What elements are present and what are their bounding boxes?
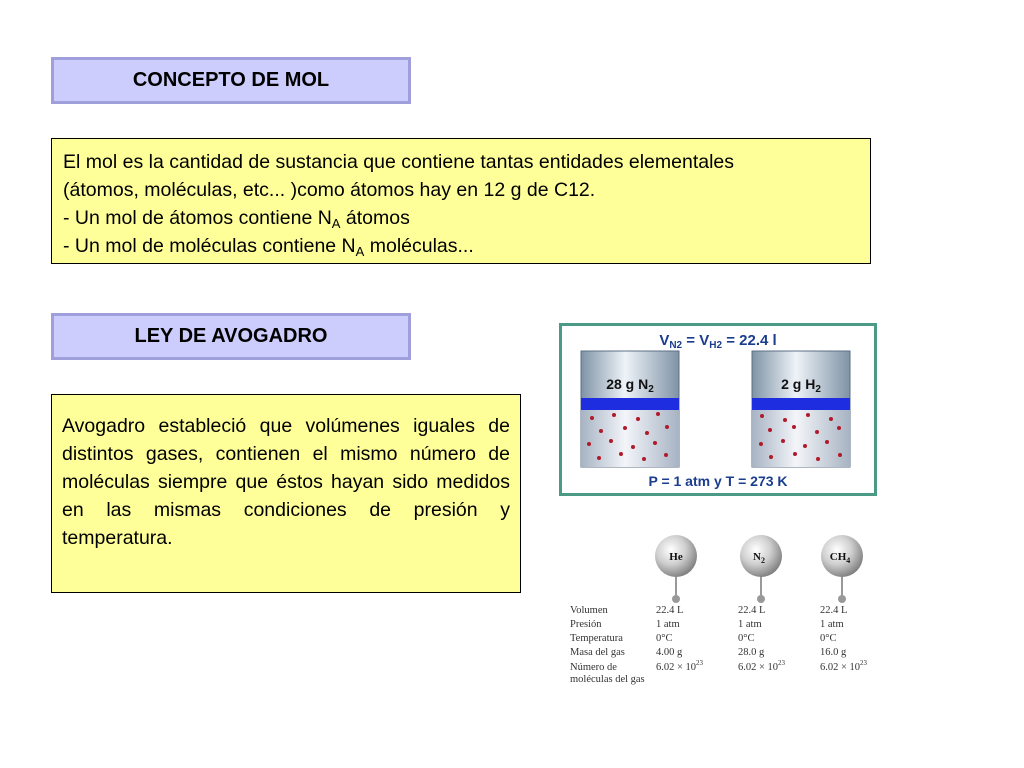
ch4-mass: 16.0 g — [820, 647, 847, 658]
row-label-presion: Presión — [570, 619, 602, 630]
n2-mass: 28.0 g — [738, 647, 765, 658]
conditions-label: P = 1 atm y T = 273 K — [648, 473, 788, 489]
gas-properties-table — [570, 605, 868, 685]
ley-de-avogadro-heading — [51, 313, 411, 360]
n2-cylinder — [581, 351, 679, 467]
gas-balloons-figure — [558, 533, 888, 693]
he-pressure: 1 atm — [656, 619, 680, 630]
h2-cylinder — [752, 351, 850, 467]
ch4-volume: 22.4 L — [820, 605, 848, 616]
gas-cylinders-figure — [559, 323, 877, 496]
he-mass: 4.00 g — [656, 647, 683, 658]
avogadro-text-box — [51, 394, 521, 593]
row-label-masa: Masa del gas — [570, 647, 625, 658]
definition-line-3: - Un mol de átomos contiene $N_A$ átomos — [63, 207, 410, 231]
ch4-symbol: $CH_4$ — [829, 551, 851, 565]
he-temperature: 0°C — [656, 633, 673, 644]
h2-piston — [752, 398, 850, 410]
mol-definition-box — [51, 138, 871, 264]
n2-symbol: $N_2$ — [753, 551, 765, 565]
n2-temperature: 0°C — [738, 633, 755, 644]
ch4-molecules: $6.02 \times 10^{23}$ — [820, 659, 868, 673]
row-label-volumen: Volumen — [570, 605, 608, 616]
he-symbol: He — [669, 551, 683, 563]
n2-pressure: 1 atm — [738, 619, 762, 630]
h2-mass-label: 2 g $H_2$ — [781, 376, 821, 395]
ley-de-avogadro-title: LEY DE AVOGADRO — [134, 325, 328, 347]
ch4-pressure: 1 atm — [820, 619, 844, 630]
volume-equation: $V_{N2} = V_{H2} = 22.4$ l — [659, 332, 777, 351]
ch4-temperature: 0°C — [820, 633, 837, 644]
definition-line-1: El mol es la cantidad de sustancia que contiene tantas entidades elementales — [63, 151, 735, 173]
concepto-de-mol-title: CONCEPTO DE MOL — [132, 69, 330, 91]
row-label-moleculas: moléculas del gas — [570, 674, 645, 685]
definition-line-4: - Un mol de moléculas contiene $N_A$ moléculas... — [63, 235, 474, 259]
n2-mass-label: 28 g $N_2$ — [606, 376, 654, 395]
avogadro-text: Avogadro estableció que volúmenes iguales de distintos gases, contienen el mismo número de moléculas siempre que éstos hayan sido medidos en las mismas condiciones de presión y temperatura. — [62, 415, 510, 549]
n2-balloon — [740, 535, 782, 603]
he-balloon — [655, 535, 697, 603]
n2-volume: 22.4 L — [738, 605, 766, 616]
concepto-de-mol-heading — [51, 57, 411, 104]
he-volume: 22.4 L — [656, 605, 684, 616]
ch4-balloon — [821, 535, 863, 603]
row-label-temperatura: Temperatura — [570, 633, 623, 644]
he-molecules: $6.02 \times 10^{23}$ — [656, 659, 704, 673]
row-label-numero: Número de — [570, 662, 617, 673]
definition-line-2: (átomos, moléculas, etc... )como átomos hay en 12 g de C12. — [63, 179, 596, 201]
n2-molecules: $6.02 \times 10^{23}$ — [738, 659, 786, 673]
n2-piston — [581, 398, 679, 410]
